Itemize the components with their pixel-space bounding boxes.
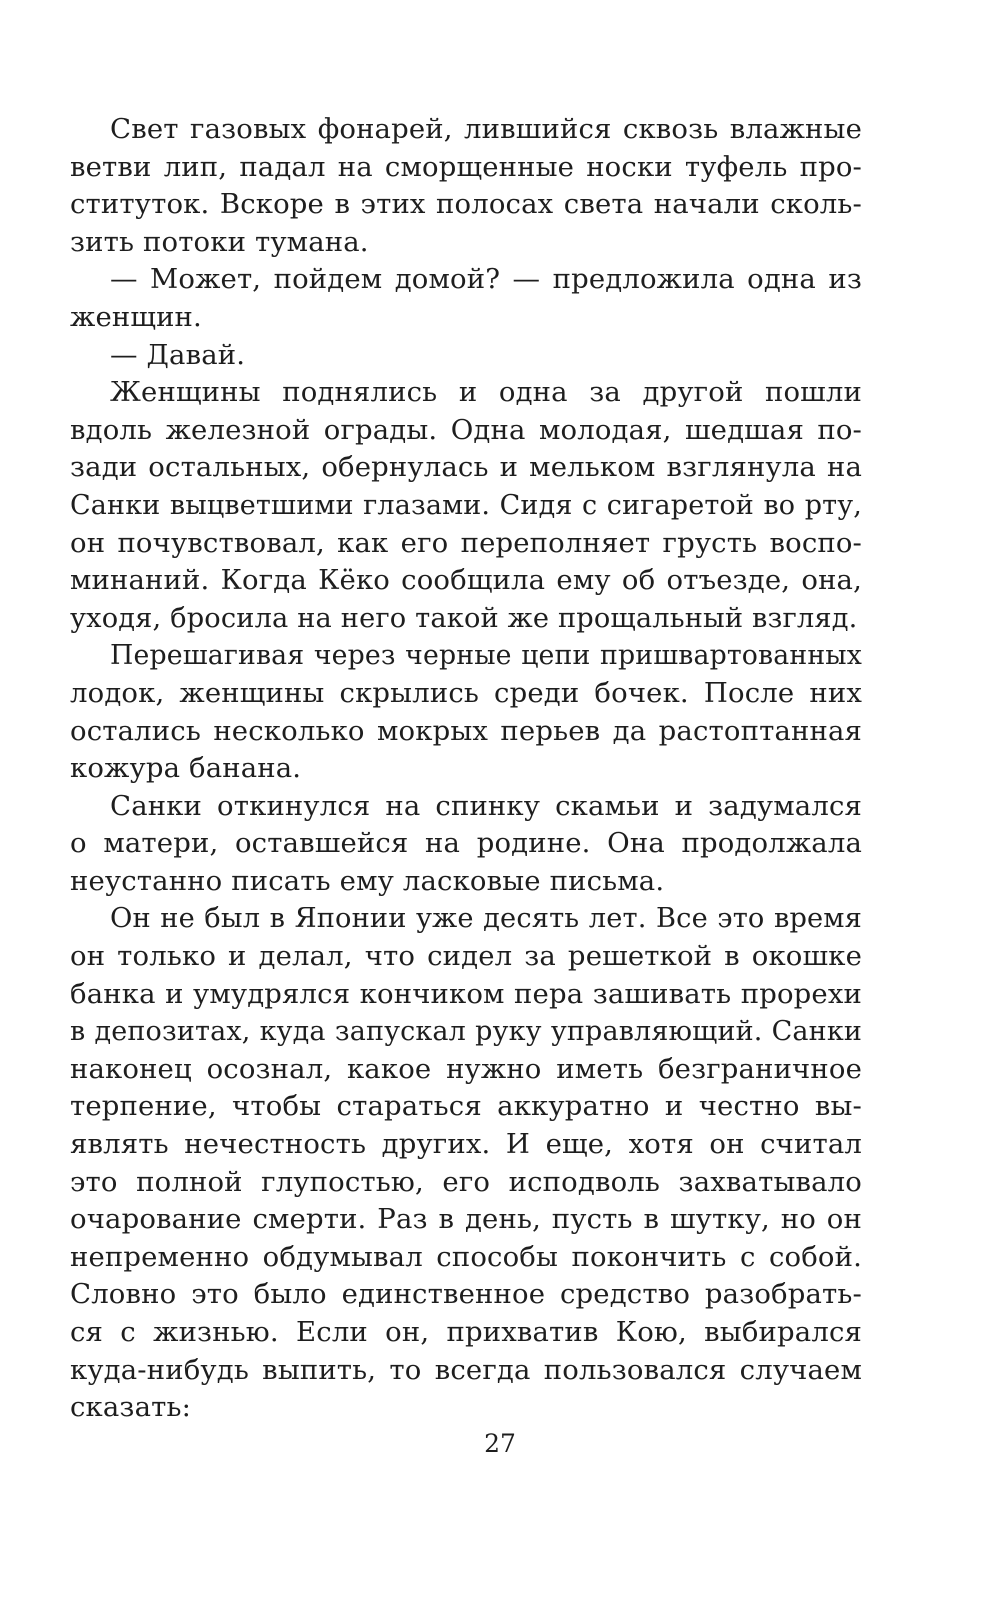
text-line: куда-нибудь выпить, то всегда пользовался случаем: [70, 1353, 862, 1386]
text-line: Перешагивая через черные цепи пришвартованных: [110, 640, 862, 672]
text-line: Он не был в Японии уже десять лет. Все это время: [110, 903, 862, 935]
text-line: он только и делал, что сидел за решеткой в окошке: [70, 940, 862, 973]
text-line: являть нечестность других. И еще, хотя он считал: [70, 1128, 862, 1161]
text-line: Словно это было единственное средство разобрать-: [70, 1278, 862, 1311]
text-line: минаний. Когда Кёко сообщила ему об отъезде, она,: [70, 564, 862, 597]
text-line: сказать:: [70, 1391, 192, 1424]
text-line: уходя, бросила на него такой же прощальный взгляд.: [70, 602, 858, 634]
text-line: ституток. Вскоре в этих полосах света начали сколь-: [70, 188, 862, 221]
text-line: лодок, женщины скрылись среди бочек. После них: [70, 676, 862, 709]
text-line: о матери, оставшейся на родине. Она продолжала: [70, 827, 862, 860]
text-line: Санки выцветшими глазами. Сидя с сигаретой во рту,: [70, 489, 862, 521]
text-line: Женщины поднялись и одна за другой пошли: [110, 376, 862, 409]
text-line: он почувствовал, как его переполняет грусть воспо-: [70, 526, 862, 559]
text-line: в депозитах, куда запускал руку управляющий. Санки: [70, 1016, 862, 1048]
text-line: терпение, чтобы стараться аккуратно и честно вы-: [70, 1090, 862, 1123]
text-line: остались несколько мокрых перьев да растоптанная: [70, 714, 862, 747]
text-line: Свет газовых фонарей, лившийся сквозь влажные: [110, 113, 862, 145]
page-number: 27: [484, 1429, 516, 1458]
text-line: это полной глупостью, его исподволь захватывало: [70, 1165, 862, 1198]
body-text: [70, 111, 862, 1427]
text-line: — Давай.: [110, 338, 246, 371]
text-line: зади остальных, обернулась и мельком взглянула на: [70, 451, 862, 484]
text-line: очарование смерти. Раз в день, пусть в шутку, но он: [70, 1203, 862, 1236]
text-line: банка и умудрялся кончиком пера зашивать прорехи: [70, 977, 862, 1010]
text-line: вдоль железной ограды. Одна молодая, шедшая по-: [70, 413, 862, 446]
text-line: кожура банана.: [70, 752, 302, 785]
text-line: женщин.: [70, 300, 202, 333]
text-line: непременно обдумывал способы покончить с собой.: [70, 1240, 862, 1273]
text-line: наконец осознал, какое нужно иметь безграничное: [70, 1052, 862, 1085]
text-line: Санки откинулся на спинку скамьи и задумался: [110, 789, 862, 822]
text-line: зить потоки тумана.: [70, 225, 369, 258]
text-line: ветви лип, падал на сморщенные носки туфель про-: [70, 150, 862, 183]
text-line: ся с жизнью. Если он, прихватив Кою, выбирался: [70, 1316, 862, 1348]
text-line: неустанно писать ему ласковые письма.: [70, 864, 665, 897]
text-line: — Может, пойдем домой? — предложила одна из: [110, 263, 862, 296]
